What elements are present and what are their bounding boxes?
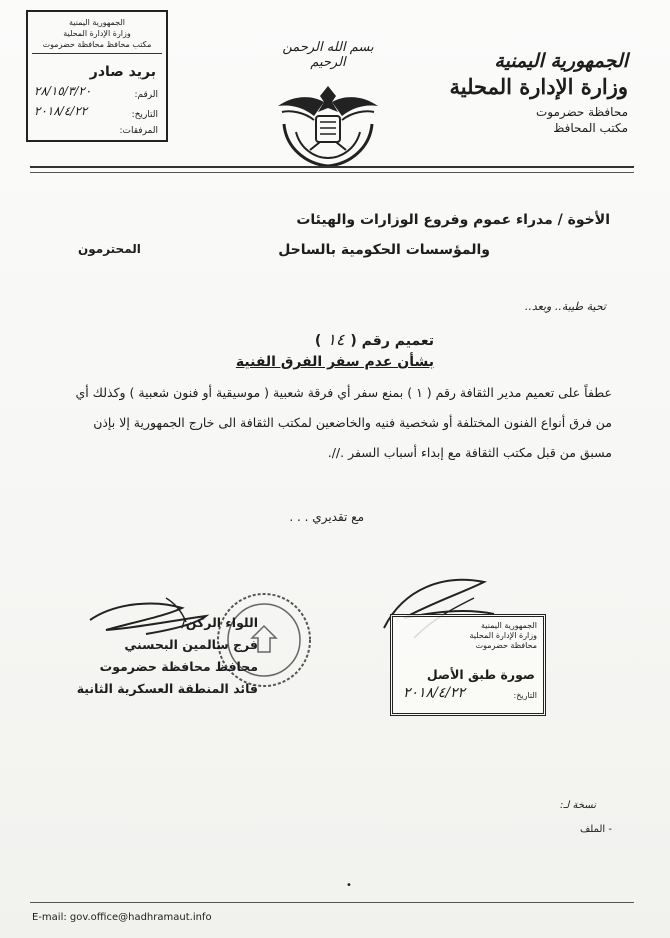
circular-close: ) [314,333,322,349]
signature-title: محافظ محافظة حضرموت [99,659,258,674]
copy-stamp-date-label: التاريخ: [513,691,537,700]
copy-stamp-header [469,621,537,651]
greeting: تحية طيبة.. وبعد.. [524,300,606,313]
stamp-number-label: الرقم: [134,90,158,100]
cc-item-file: - الملف [579,824,612,835]
governorate-name: محافظة حضرموت [535,105,628,119]
true-copy-stamp [390,614,546,716]
basmala: بسم الله الرحمن الرحيم [282,40,374,70]
republic-name: الجمهورية اليمنية [494,50,628,72]
copy-stamp-line: محافظة حضرموت [475,641,537,650]
office-name: مكتب المحافظ [553,121,628,135]
header-divider-thin [30,172,634,173]
closing-regards: مع تقديري . . . [289,510,364,524]
eagle-emblem-icon [270,72,386,172]
stamp-title: بريد صادر [89,64,156,80]
signature-name: فرج سالمين البحسني [124,637,258,652]
addressee-respected: المحترمون [78,242,141,256]
stamp-line: الجمهورية اليمنية [68,18,125,27]
stamp-date-label: التاريخ: [131,110,158,120]
copy-stamp-line: الجمهورية اليمنية [480,621,537,630]
addressee-line2: والمؤسسات الحكومية بالساحل [278,242,490,258]
copy-stamp-line: وزارة الإدارة المحلية [469,631,537,640]
copy-stamp-date-value: ٢٠١٨/٤/٢٢ [403,685,466,701]
copy-stamp-label: صورة طبق الأصل [426,667,535,682]
circular-label: تعميم رقم ( [350,333,434,349]
stamp-date-value: ٢٠١٨/٤/٢٢ [34,104,88,118]
stamp-line: وزارة الإدارة المحلية [63,29,131,38]
addressee-line1: الأخوة / مدراء عموم وفروع الوزارات والهيئات [296,212,610,228]
emblem [268,40,388,160]
header-divider [30,166,634,168]
stamp-attachments-label: المرفقات: [119,126,158,136]
signature-rank: اللواء الركن/ [181,615,258,630]
circular-number: ١٤ [327,330,345,349]
circular-subject: بشأن عدم سفر الفرق الفنية [235,354,434,370]
ministry-name: وزارة الإدارة المحلية [449,74,628,99]
signature-block [77,612,258,700]
signature-command: قائد المنطقة العسكرية الثانية [76,681,258,696]
page-mark: • [346,880,352,891]
letterhead [438,50,628,135]
stamp-number-value: ٢٨/١٥/٣/٢٠ [34,84,92,98]
stamp-header [32,12,162,54]
stamp-line: مكتب محافظ محافظة حضرموت [42,40,152,49]
circular-title [315,330,434,349]
footer-email: E-mail: gov.office@hadhramaut.info [32,912,212,923]
cc-label: نسخة لـ: [559,800,596,811]
footer-divider [30,902,634,903]
outgoing-mail-stamp [26,10,168,142]
body-paragraph: عطفاً على تعميم مدير الثقافة رقم ( ١ ) بمنع سفر أي فرقة شعبية ( موسيقية أو فنون شعبية ) وكذلك أي من فرق أنواع الفنون المختلفة أو شخصية فنيه والخاضعين لمكتب الثقافة الى خارج الجمهورية إلا بإذن مسبق من قبل مكتب الثقافة مع إبداء أسباب السفر .//. [75,385,612,460]
